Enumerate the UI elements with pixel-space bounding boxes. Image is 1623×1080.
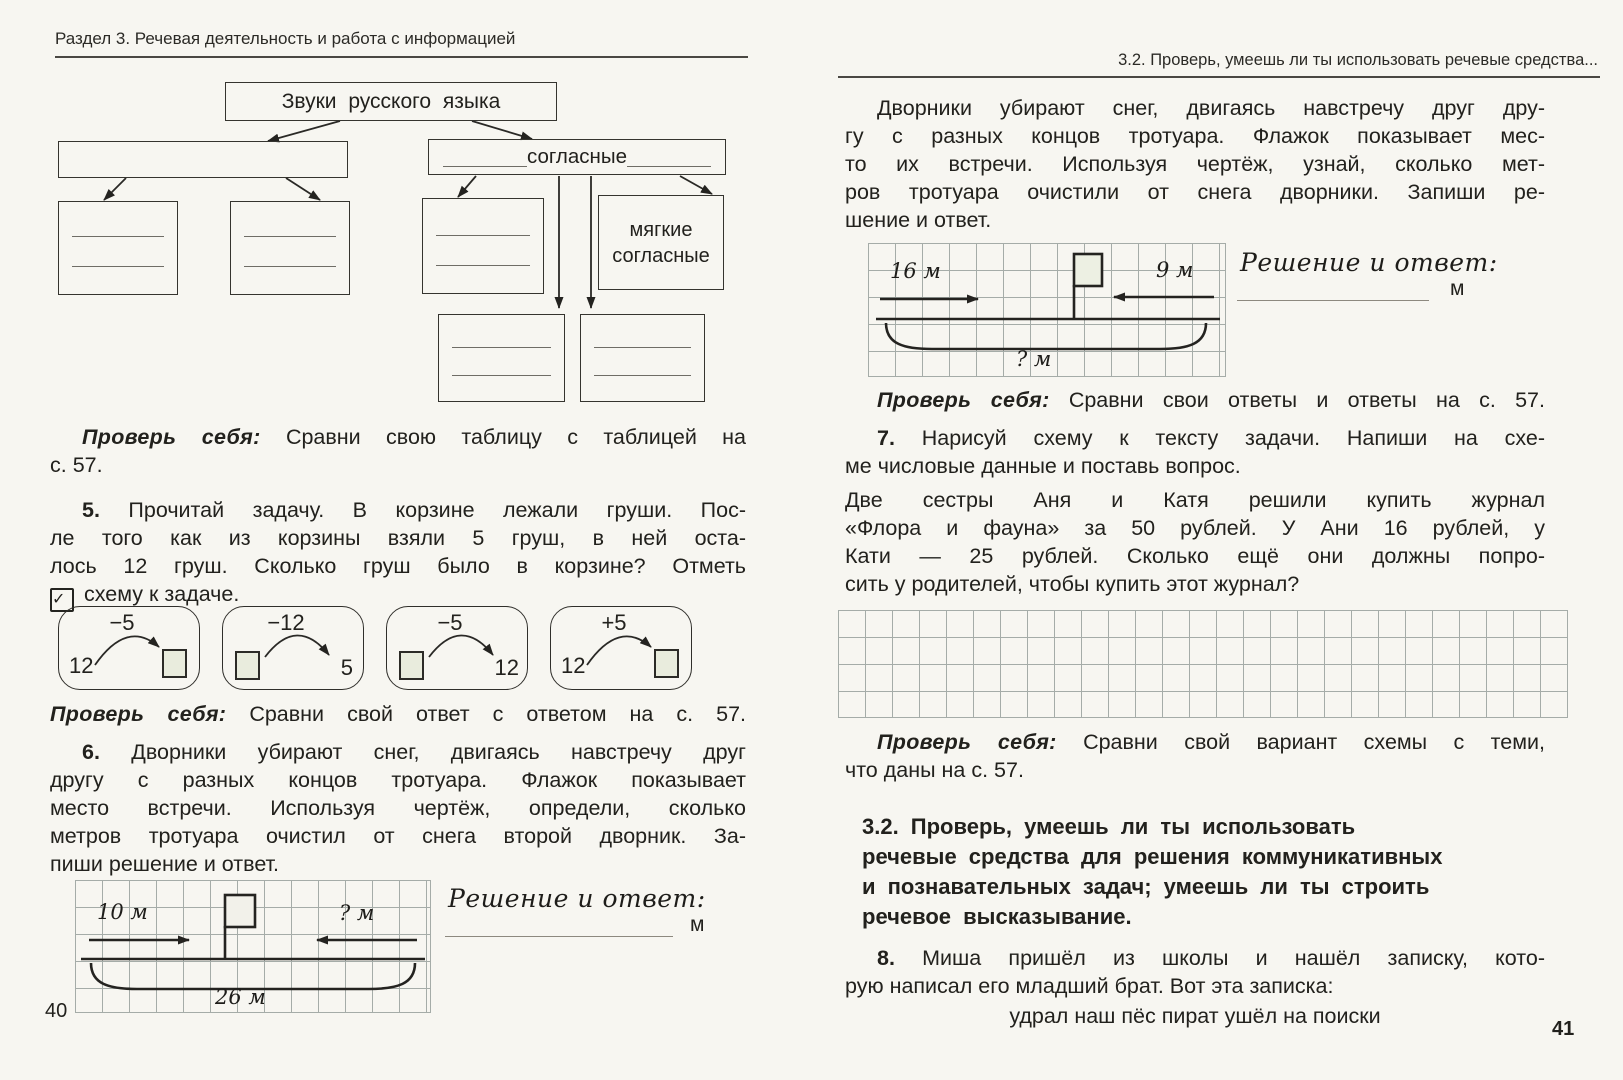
blank-write-line [452, 375, 551, 376]
task-text: ров тротуара очистили от снега дворники. Запиши ре- [845, 180, 1545, 204]
check-self-text: Сравни свой вариант схемы с теми, [1083, 730, 1546, 754]
distance-label-right: ? м [339, 901, 375, 925]
task-text: ле того как из корзины взяли 5 груш, в ней оста- [50, 526, 746, 550]
left-page-header: Раздел 3. Речевая деятельность и работа с информацией [55, 29, 516, 48]
blank-write-line [72, 266, 164, 267]
value-label: 5 [340, 655, 353, 680]
task-text: Миша пришёл из школы и нашёл записку, кото- [922, 946, 1545, 970]
blank-write-line [452, 347, 551, 348]
task-7-paragraph [845, 424, 1545, 598]
blank-box [580, 314, 705, 402]
task-number: 8. [877, 946, 895, 970]
unknown-box [399, 651, 424, 680]
left-header-rule [55, 56, 748, 58]
page-number: 41 [1552, 1018, 1575, 1040]
scheme-card [550, 606, 692, 690]
length-brace [886, 323, 1206, 349]
blank-write-line [244, 236, 336, 237]
task-text: Две сестры Аня и Катя решили купить журнал [845, 488, 1545, 512]
blank-write-line [436, 235, 530, 236]
unknown-box [162, 649, 187, 678]
unit-label: м [1450, 277, 1465, 300]
task-text: пиши решение и ответ. [50, 852, 279, 876]
task-text: гу с разных концов тротуара. Флажок показывает мес- [845, 124, 1545, 148]
section-heading-line: 3.2. Проверь, умеешь ли ты использовать [862, 814, 1356, 839]
soft-consonants-box [598, 195, 724, 290]
consonants-box [428, 139, 726, 175]
solution-write-line [1237, 300, 1429, 301]
task-number: 5. [82, 498, 100, 522]
sounds-tree-diagram [40, 75, 760, 407]
total-length-label: ? м [1016, 347, 1052, 371]
check-self-label: Проверь себя: [877, 388, 1050, 412]
check-self-text: что даны на с. 57. [845, 758, 1024, 782]
tree-root-box [225, 82, 557, 121]
check-self-note [845, 728, 1545, 784]
solution-write-line [445, 936, 673, 937]
task-text: ме числовые данные и поставь вопрос. [845, 454, 1241, 478]
check-self-text: с. 57. [50, 453, 103, 477]
task-text: место встречи. Используя чертёж, определи, сколько [50, 796, 746, 820]
sidewalk-drawing [868, 243, 1226, 377]
value-label: 12 [561, 653, 586, 678]
task-text: схему к задаче. [84, 582, 240, 606]
scheme-card [58, 606, 200, 690]
task-text: то их встречи. Используя чертёж, узнай, сколько мет- [845, 152, 1545, 176]
value-label: 12 [69, 653, 94, 678]
total-length-label: 26 м [215, 985, 266, 1009]
task-8-paragraph [845, 944, 1545, 1030]
check-self-text: Сравни свою таблицу с таблицей на [285, 425, 746, 449]
consonants-label: согласные [527, 145, 627, 168]
unit-label: м [690, 913, 705, 936]
task-text: метров тротуара очистил от снега второй дворник. За- [50, 824, 746, 848]
task-text: Дворники убирают снег, двигаясь навстречу друг [131, 740, 746, 764]
check-self-note [845, 386, 1545, 414]
blank-box [422, 198, 544, 294]
task-number: 7. [877, 426, 895, 450]
task-text: Дворники убирают снег, двигаясь навстречу друг дру- [877, 96, 1545, 120]
task-text: Нарисуй схему к тексту задачи. Напиши на схе- [921, 426, 1545, 450]
scheme-card [222, 606, 364, 690]
blank-write-line [72, 236, 164, 237]
blank-write-line [594, 347, 691, 348]
flag-icon [1074, 254, 1102, 286]
left-page [0, 0, 800, 1080]
check-self-note [50, 700, 746, 728]
operation-label: −5 [109, 610, 135, 635]
task-text: лось 12 груш. Сколько груш было в корзине? Отметь [50, 554, 746, 578]
check-self-text: Сравни свой ответ с ответом на с. 57. [249, 702, 747, 726]
value-label: 12 [494, 655, 519, 680]
tree-root-label: Звуки русского языка [281, 89, 501, 113]
intro-paragraph [845, 94, 1545, 234]
blank-box [58, 201, 178, 295]
check-self-label: Проверь себя: [82, 425, 261, 449]
unknown-box [654, 649, 679, 678]
distance-label-right: 9 м [1156, 258, 1194, 282]
blank-write-line [244, 266, 336, 267]
task-text: шение и ответ. [845, 208, 992, 232]
check-self-note [50, 423, 746, 479]
check-self-label: Проверь себя: [50, 702, 227, 726]
task-text: сить у родителей, чтобы купить этот журнал? [845, 572, 1300, 596]
operation-label: −5 [437, 610, 463, 635]
distance-label-left: 16 м [890, 259, 941, 283]
section-heading-line: и познавательных задач; умеешь ли ты строить [862, 874, 1430, 899]
vowels-blank-box [58, 141, 348, 178]
task-text: Кати — 25 рублей. Сколько ещё они должны попро- [845, 544, 1545, 568]
blank-write-line [443, 148, 527, 167]
unknown-box [235, 651, 260, 680]
right-header-rule [838, 76, 1600, 78]
task-5-paragraph [50, 496, 746, 612]
solution-title: Решение и ответ: [1240, 248, 1498, 277]
checkbox-checked-icon: ✓ [50, 588, 74, 612]
blank-write-line [627, 148, 711, 167]
operation-label: +5 [601, 610, 627, 635]
flag-icon [225, 895, 255, 927]
right-page [800, 0, 1623, 1080]
note-text: удрал наш пёс пират ушёл на поиски [1009, 1004, 1381, 1028]
right-page-header: 3.2. Проверь, умеешь ли ты использовать речевые средства... [1118, 51, 1598, 69]
blank-write-line [594, 375, 691, 376]
section-heading-line: речевое высказывание. [862, 904, 1132, 929]
operation-label: −12 [267, 610, 305, 635]
task-6-paragraph [50, 738, 746, 878]
blank-box [438, 314, 565, 402]
scheme-card [386, 606, 528, 690]
blank-write-line [436, 265, 530, 266]
task-text: рую написал его младший брат. Вот эта записка: [845, 974, 1334, 998]
section-heading [862, 812, 1552, 932]
page-number: 40 [45, 1000, 68, 1022]
soft-consonants-label: мягкие согласные [612, 218, 710, 267]
answer-grid [838, 610, 1568, 718]
check-self-text: Сравни свои ответы и ответы на с. 57. [1068, 388, 1545, 412]
distance-label-left: 10 м [97, 900, 148, 924]
check-self-label: Проверь себя: [877, 730, 1057, 754]
solution-title: Решение и ответ: [448, 884, 706, 913]
task-number: 6. [82, 740, 100, 764]
section-heading-line: речевые средства для решения коммуникативных [862, 844, 1443, 869]
blank-box [230, 201, 350, 295]
task-text: «Флора и фауна» за 50 рублей. У Ани 16 рублей, у [845, 516, 1545, 540]
sidewalk-drawing [75, 880, 431, 1013]
task-text: Прочитай задачу. В корзине лежали груши. Пос- [128, 498, 746, 522]
task-text: другу с разных концов тротуара. Флажок показывает [50, 768, 746, 792]
